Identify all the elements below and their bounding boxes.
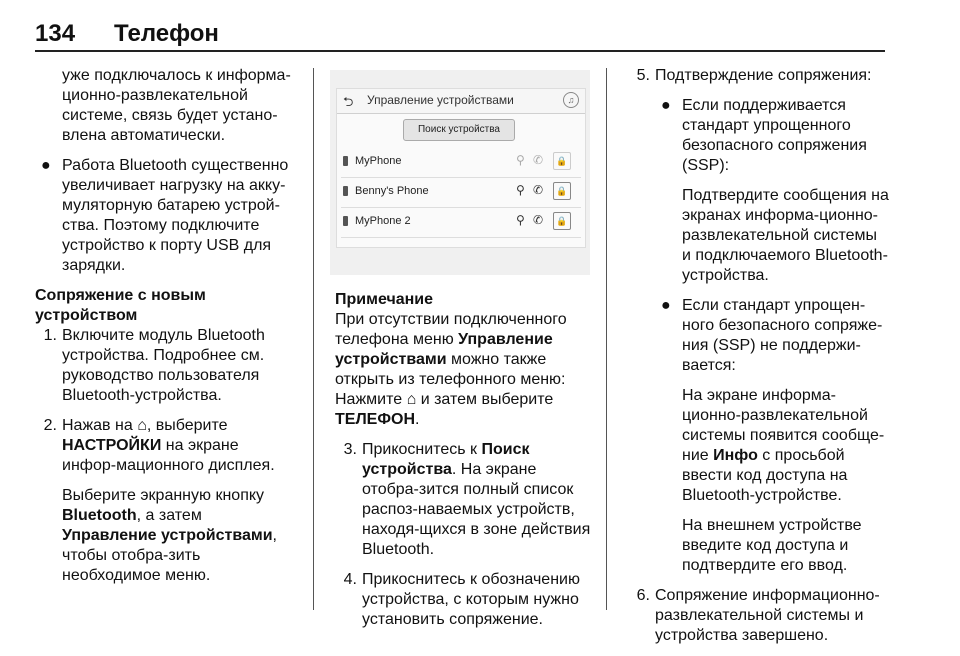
step-number: 6. [636,587,650,604]
column-middle [335,290,597,640]
search-device-button: Поиск устройства [403,119,515,141]
bullet-paragraph: На внешнем устройстве введите код доступа и подтвердите его ввод. [682,517,862,574]
device-row [341,177,581,208]
continued-paragraph: уже подключалось к информа-ционно-развлекательной системе, связь будет устано-влена автоматически. [62,67,291,144]
search-device-label: Поиск устройства [362,441,530,478]
phone-icon [343,156,348,166]
step-number: 2. [43,417,57,434]
step-2 [35,416,297,476]
bullet-item [35,156,297,276]
header-rule [35,50,885,52]
step-1 [35,326,297,406]
phone-icon [343,186,348,196]
call-icon: ✆ [533,213,544,227]
text-part: . На экране отобра-зится полный список распоз-наваемых устройств, находя-щихся в зоне действия Bluetooth. [362,461,591,558]
bullet-item [628,296,890,376]
lock-icon: 🔒 [553,182,571,200]
device-management-label: Управление устройствами [335,331,553,368]
settings-label: НАСТРОЙКИ [62,437,162,454]
back-icon: ⮌ [343,94,354,109]
step-number: 1. [43,327,57,344]
bluetooth-icon: ⚲ [516,213,525,227]
column-divider-left [313,68,314,610]
bluetooth-label: Bluetooth [62,507,137,524]
step-4 [335,570,597,630]
step-number: 4. [343,571,357,588]
bullet-text: Работа Bluetooth существенно увеличивает нагрузку на акку-муляторную батарею устрой-ства. Поэтому подключите устройство к порту USB для зарядки. [62,157,289,274]
text-part: Выберите экранную кнопку [62,487,265,504]
device-name: MyPhone 2 [355,215,411,227]
screen-illustration [330,70,590,275]
bullet-paragraph [628,386,890,506]
text-part: При отсутствии подключенного телефона меню [335,311,567,348]
phone-label: ТЕЛЕФОН [335,411,415,428]
phone-icon [343,216,348,226]
section-heading: Сопряжение с новым устройством [35,287,206,324]
page-header [35,20,915,50]
screen-title-bar [337,89,585,114]
column-divider-right [606,68,607,610]
text-part: На экране информа-ционно-развлекательной системы появится сообще-ние [682,387,885,464]
lock-icon: 🔒 [553,152,571,170]
home-icon: ⌂ [406,391,417,408]
step-number: 5. [636,67,650,84]
step-2-paragraph [35,486,297,586]
step-6 [628,586,890,646]
bluetooth-icon: ⚲ [516,183,525,197]
bullet-mark: ● [41,157,51,174]
step-text: Сопряжение информационно-развлекательной системы и устройства завершено. [655,587,880,644]
bullet-mark: ● [661,97,671,114]
device-row [341,207,581,238]
column-right [628,66,890,656]
device-row [341,147,581,178]
step-text: Включите модуль Bluetooth устройства. Подробнее см. руководство пользователя Bluetooth-устройства. [62,327,265,404]
step-text-part: на экране инфор-мационного дисплея. [62,437,275,474]
screen-title: Управление устройствами [367,93,514,107]
bullet-item [628,96,890,176]
step-3 [335,440,597,560]
step-text-part: , выберите [146,417,228,434]
device-management-screen [336,88,586,248]
device-name: MyPhone [355,155,402,167]
note-text [335,310,597,430]
bullet-text: Если стандарт упрощен-ного безопасного сопряже-ния (SSP) не поддержи-вается: [682,297,883,374]
device-management-label: Управление устройствами [62,527,273,544]
step-text: Прикоснитесь к обозначению устройства, с которым нужно установить сопряжение. [362,571,580,628]
info-label: Инфо [713,447,758,464]
music-icon: ♫ [563,92,579,108]
text-part: с просьбой ввести код доступа на Bluetooth-устройстве. [682,447,848,504]
bullet-paragraph: Подтвердите сообщения на экранах информа-ционно-развлекательной системы и подключаемого Bluetooth-устройства. [682,187,889,284]
text-part: можно также открыть из телефонного меню: Нажмите [335,351,566,408]
call-icon: ✆ [533,183,544,197]
device-name: Benny's Phone [355,185,429,197]
home-icon: ⌂ [137,417,147,434]
column-left [35,66,297,596]
page-title: Телефон [114,20,219,47]
text-part: , а затем [136,507,202,524]
call-icon: ✆ [533,153,544,167]
text-part: , чтобы отобра-зить необходимое меню. [62,527,277,584]
step-5 [628,66,890,86]
lock-icon: 🔒 [553,212,571,230]
step-text: Подтверждение сопряжения: [655,67,872,84]
step-number: 3. [343,441,357,458]
text-part: . [415,411,420,428]
text-part: и затем выберите [416,391,554,408]
page-number: 134 [35,20,76,47]
text-part: Прикоснитесь к [362,441,482,458]
bluetooth-icon: ⚲ [516,153,525,167]
bullet-text: Если поддерживается стандарт упрощенного безопасного сопряжения (SSP): [682,97,867,174]
step-text-part: Нажав на [62,417,138,434]
bullet-mark: ● [661,297,671,314]
note-heading: Примечание [335,291,434,308]
